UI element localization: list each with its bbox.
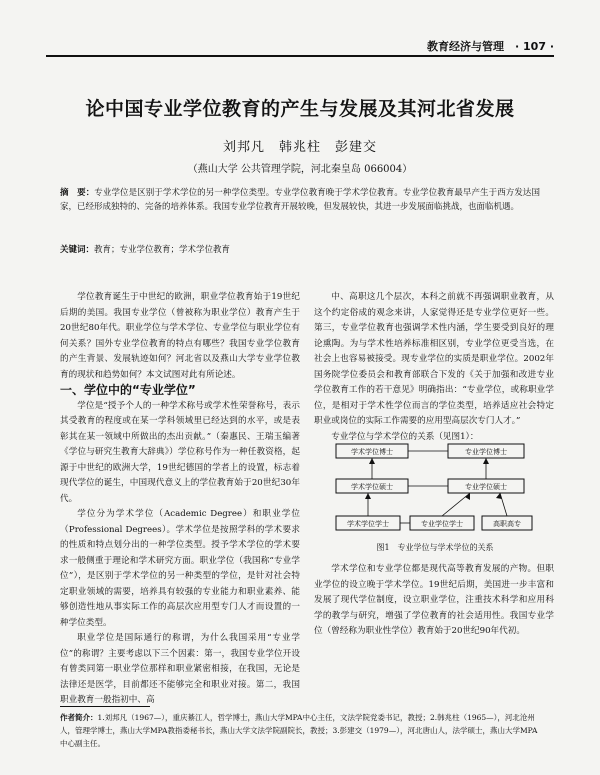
paper-title: 论中国专业学位教育的产生与发展及其河北省发展 <box>85 98 515 120</box>
abstract <box>60 186 540 214</box>
journal-and-page <box>427 38 554 54</box>
footnote-text: 1.刘邦凡（1967—），重庆綦江人，哲学博士，燕山大学MPA中心主任，文法学院党委书记，教授；2.韩兆柱（1965—），河北沧州人，管理学博士，燕山大学MPA教指委秘书长，燕山大学文法学院副院长，教授；3.彭建交（1979—），河北唐山人，法学硕士，燕山大学MPA中心副主任。 <box>60 713 538 748</box>
body-paragraph: 专业学位与学术学位的关系（见图1）： <box>331 431 479 442</box>
arrow-icon <box>483 458 489 464</box>
page-number: · 107 · <box>515 40 554 53</box>
author-footnote <box>60 711 540 750</box>
authors: 刘邦凡 韩兆柱 彭建交 <box>222 140 377 155</box>
abstract-text: 专业学位是区别于学术学位的另一种学位类型。专业学位教育晚于学术学位教育。专业学位教育最早产生于西方发达国家，已经形成独特的、完备的培养体系。我国专业学位教育开展较晚，但发展较快，其进一步发展面临挑战，也面临机遇。 <box>60 188 540 212</box>
box-vocational-label: 高职高专 <box>493 520 521 528</box>
section-heading: 一、学位中的“专业学位” <box>60 383 196 397</box>
keywords <box>60 243 540 255</box>
intro-paragraph: 学位教育诞生于中世纪的欧洲，职业学位教育始于19世纪后期的美国。我国专业学位（曾被称为职业学位）教育产生于20世纪80年代。职业学位与学术学位、专业学位与职业学位有何关系？国外专业学位教育的特点有哪些？我国专业学位教育的产生背景、发展轨迹如何？河北省以及燕山大学专业学位教育的现状和趋势如何？本文试图对此有所论述。 <box>60 292 300 380</box>
arrow-icon <box>369 458 375 464</box>
box-professional-bachelor-label: 专业学位学士 <box>421 520 463 528</box>
degree-relation-diagram <box>330 438 540 538</box>
keywords-text: 教育；专业学位教育；学术学位教育 <box>94 245 231 255</box>
box-academic-doctor-label: 学术学位博士 <box>351 448 393 456</box>
body-paragraph: 学位分为学术学位（Academic Degree）和职业学位（Professional Degrees）。学术学位是按照学科的学术要求的性质和特点划分出的一种学位类型。授予学术学位的学术要求一般侧重于理论和学术研究方面。职业学位（我国称“专业学位”），是区别于学术学位的另一种类型的学位，是针对社会特定职业领域的需要，培养具有较强的专业能力和职业素养、能够创造性地从事实际工作的高层次应用型专门人才而设置的一种学位类型。 <box>60 509 300 628</box>
box-academic-bachelor-label: 学术学位学士 <box>347 520 389 528</box>
arrow-icon <box>465 493 470 500</box>
box-professional-doctor-label: 专业学位博士 <box>465 448 507 456</box>
left-column <box>60 290 300 709</box>
affiliation: （燕山大学 公共管理学院，河北秦皇岛 066004） <box>187 164 413 175</box>
footnote-rule <box>60 706 150 707</box>
figure-caption: 图1 专业学位与学术学位的关系 <box>376 543 494 552</box>
abstract-label: 摘 要： <box>60 188 95 198</box>
body-paragraph: 中、高职这几个层次，本科之前就不再强调职业教育，从这个约定俗成的观念来讲，人家觉得还是专业学位更好一些。第三，专业学位教育也强调学术性内涵，学生要受到良好的理论熏陶。为与学术性培养标准相区别，专业学位更受当选，在社会上也容易被接受。现专业学位的实质是职业学位。2002年国务院学位委员会和教育部联合下发的《关于加强和改进专业学位教育工作的若干意见》明确指出：“专业学位，或称职业学位，是相对于学术性学位而言的学位类型，培养适应社会特定职业或岗位的实际工作需要的应用型高层次专门人才。” <box>314 292 554 426</box>
right-column-lower <box>314 562 554 640</box>
keywords-label: 关键词： <box>60 245 95 255</box>
body-paragraph: 学术学位和专业学位都是现代高等教育发展的产物。但职业学位的设立晚于学术学位。19世纪后期，美国进一步丰富和发展了现代学位制度，设立职业学位，注重技术科学和应用科学的教学与研究，增强了学位教育的社会适用性。我国专业学位（曾经称为职业性学位）教育始于20世纪90年代初。 <box>314 564 554 636</box>
running-header <box>46 38 554 52</box>
journal-name: 教育经济与管理 <box>427 40 505 53</box>
header-rule <box>46 55 554 57</box>
footnote-label: 作者简介： <box>60 713 98 722</box>
box-academic-master-label: 学术学位硕士 <box>351 483 393 491</box>
body-paragraph: 职业学位是国际通行的称谓，为什么我国采用“专业学位”的称谓？主要考虑以下三个因素：第一，我国专业学位开设有曾类同第一职业学位那样和职业紧密相接，在我国，无论是法律还是医学，目前都还不能够完全和职业对接。第二，我国职业教育一般指初中、高 <box>60 633 300 705</box>
figure-1 <box>330 438 540 554</box>
right-column <box>314 290 554 445</box>
arrow-icon <box>365 493 371 499</box>
box-professional-master-label: 专业学位硕士 <box>465 483 507 491</box>
body-paragraph: 学位是“授予个人的一种学术称号或学术性荣誉称号，表示其受教育的程度或在某一学科领域里已经达到的水平，或是表彰其在某一领域中所做出的杰出贡献。”（秦惠民、王瑞玉编著《学位与研究生教育大辞典》）学位称号作为一种任教资格，起源于中世纪的欧洲大学，19世纪德国的学者上的设置，标志着现代学位的诞生，中国现代意义上的学位教育始于20世纪30年代。 <box>60 400 300 504</box>
